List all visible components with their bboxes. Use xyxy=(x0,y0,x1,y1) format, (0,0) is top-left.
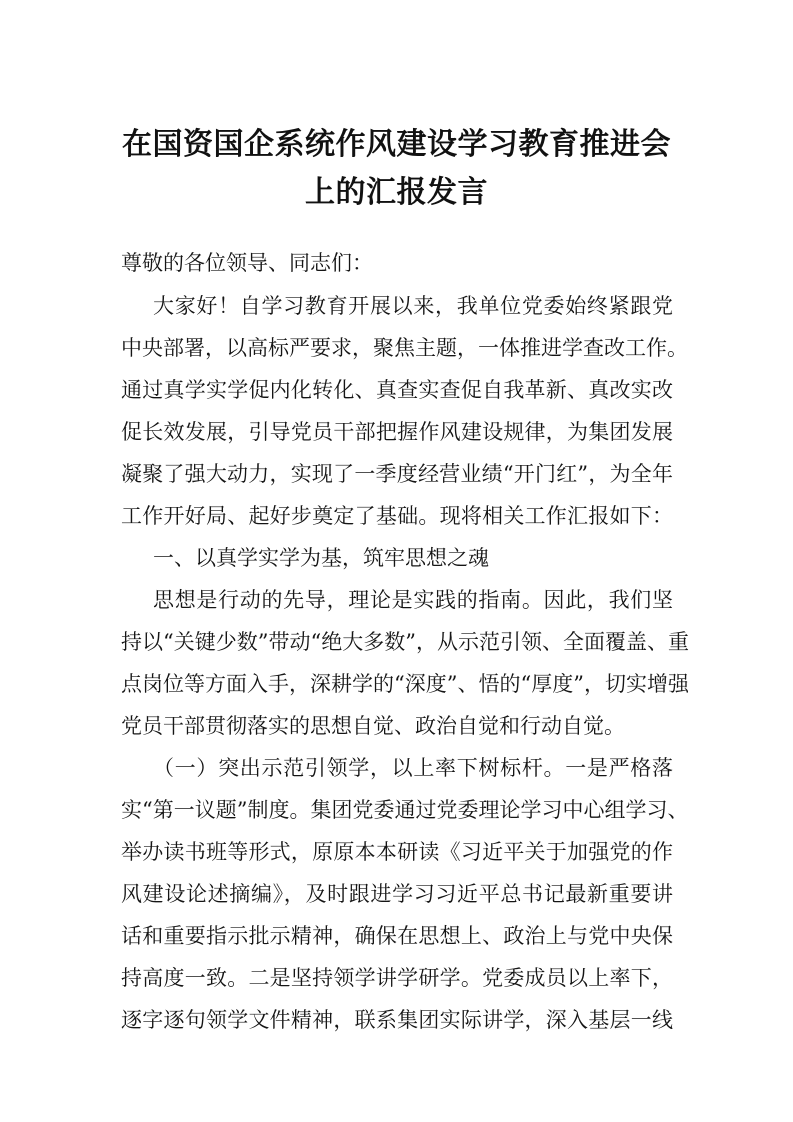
paragraph-line: 大家好！自学习教育开展以来，我单位党委始终紧跟党 xyxy=(153,294,673,318)
paragraph-line: 中央部署，以高标严要求，聚焦主题，一体推进学查改工作。 xyxy=(121,336,688,360)
paragraph-line: 党员干部贯彻落实的思想自觉、政治自觉和行动自觉。 xyxy=(121,714,625,738)
paragraph-line: 通过真学实学促内化转化、真查实查促自我革新、真改实改 xyxy=(121,378,673,402)
paragraph-line: 风建设论述摘编》，及时跟进学习习近平总书记最新重要讲 xyxy=(121,882,673,906)
paragraph-line: 话和重要指示批示精神，确保在思想上、政治上与党中央保 xyxy=(121,924,673,948)
paragraph-line: 逐字逐句领学文件精神，联系集团实际讲学，深入基层一线 xyxy=(121,1008,673,1032)
paragraph-line: 持以“关键少数”带动“绝大多数”，从示范引领、全面覆盖、重 xyxy=(121,630,689,654)
paragraph-line: 持高度一致。二是坚持领学讲学研学。党委成员以上率下， xyxy=(121,966,673,990)
paragraph-line: 凝聚了强大动力，实现了一季度经营业绩“开门红”，为全年 xyxy=(121,462,673,486)
document-title-line-1: 在国资国企系统作风建设学习教育推进会 xyxy=(122,127,671,162)
paragraph-line: 实“第一议题”制度。集团党委通过党委理论学习中心组学习、 xyxy=(121,798,689,822)
paragraph-line: 点岗位等方面入手，深耕学的“深度”、悟的“厚度”，切实增强 xyxy=(121,672,689,696)
paragraph-line: （一）突出示范引领学，以上率下树标杆。一是严格落 xyxy=(153,756,673,780)
paragraph-line: 工作开好局、起好步奠定了基础。现将相关工作汇报如下： xyxy=(121,504,673,528)
paragraph-line: 思想是行动的先导，理论是实践的指南。因此，我们坚 xyxy=(153,588,673,612)
salutation: 尊敬的各位领导、同志们： xyxy=(121,251,373,275)
paragraph-line: 促长效发展，引导党员干部把握作风建设规律，为集团发展 xyxy=(121,420,673,444)
paragraph-line: 举办读书班等形式，原原本本研读《习近平关于加强党的作 xyxy=(121,840,673,864)
section-heading: 一、以真学实学为基，筑牢思想之魂 xyxy=(153,546,489,570)
document-title-line-2: 上的汇报发言 xyxy=(305,175,488,210)
